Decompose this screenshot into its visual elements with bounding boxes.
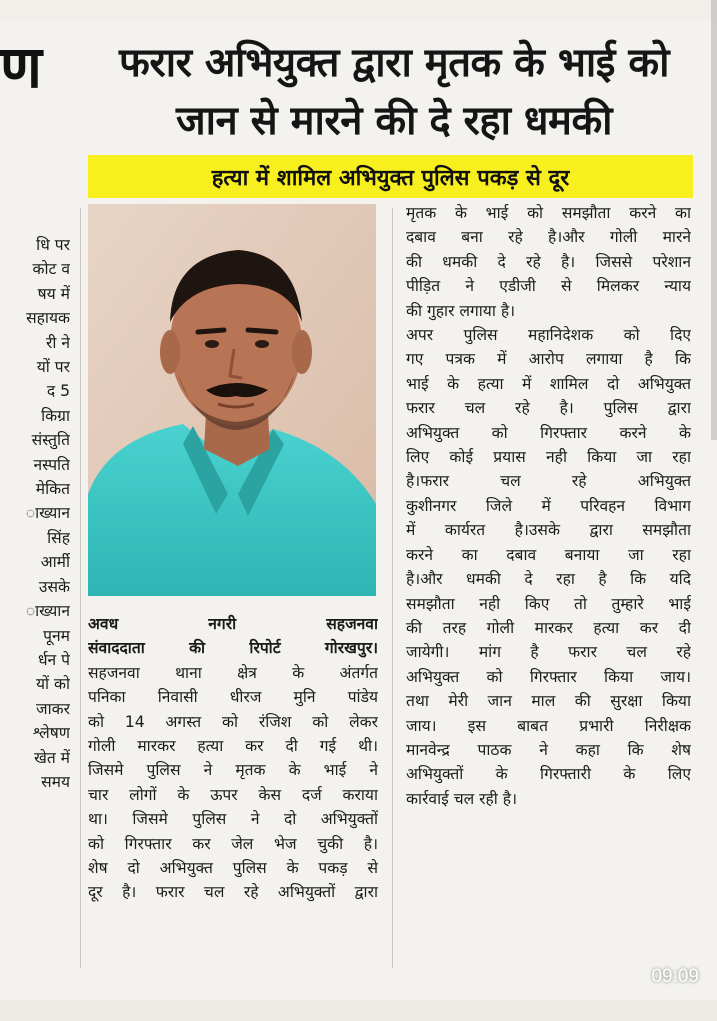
headline-line-1: फरार अभियुक्त द्वारा मृतक के भाई को [119, 40, 669, 86]
text-line: गए पत्रक में आरोप लगाया है कि [406, 350, 691, 369]
text-line: है।फरार चल रहे अभियुक्त [406, 472, 691, 491]
text-line: श्लेषण [32, 724, 70, 743]
text-line: मानवेन्द्र पाठक ने कहा कि शेष [406, 740, 691, 759]
text-line: किग्रा [41, 406, 70, 425]
text-line: शेष दो अभियुक्त पुलिस के पकड़ से [88, 859, 378, 878]
text-line: अभियुक्त को गिरफ्तार करने के [406, 423, 691, 442]
top-strip [0, 0, 717, 22]
headline [84, 34, 704, 150]
text-line: गोली मारकर हत्या कर दी गई थी। [88, 737, 378, 756]
text-line: आर्मी [40, 553, 70, 572]
text-line: सिंह [47, 528, 70, 547]
text-line: कार्रवाई चल रही है। [406, 789, 517, 808]
text-line: को गिरफ्तार कर जेल भेज चुकी है। [88, 834, 378, 853]
text-line: जायेगी। मांग है फरार चल रहे [406, 643, 691, 662]
text-line: पनिका निवासी धीरज मुनि पांडेय [88, 688, 378, 707]
status-time: 09:09 [651, 966, 699, 987]
adjacent-headline-fragment: ण [0, 33, 42, 101]
text-line: की तरह गोली मारकर हत्या कर दी [406, 618, 691, 637]
column-rule-right [392, 208, 393, 968]
next-article-cutoff [0, 1000, 717, 1021]
article-column-middle [88, 612, 378, 905]
article-photo [88, 204, 376, 596]
text-line: समझौता नही किए तो तुम्हारे भाई [406, 594, 691, 613]
headline-line-2: जान से मारने की दे रहा धमकी [175, 98, 613, 144]
text-line: पीड़ित ने एडीजी से मिलकर न्याय [406, 277, 691, 296]
text-line: खेत में [34, 748, 70, 767]
scroll-edge [711, 0, 717, 440]
text-line: र्धन पे [37, 650, 70, 669]
text-line: समय [41, 772, 70, 791]
text-line: अपर पुलिस महानिदेशक को दिए [406, 326, 691, 345]
text-line: था। जिसमे पुलिस ने दो अभियुक्तों [88, 810, 378, 829]
text-line: अभियुक्त को गिरफ्तार किया जाय। [406, 667, 691, 686]
subheadline: हत्या में शामिल अभियुक्त पुलिस पकड़ से दूर [88, 155, 693, 198]
text-line: दबाव बना रहे है।और गोली मारने [406, 228, 691, 247]
column-rule-left [80, 208, 81, 968]
text-line: की धमकी दे रहे है। जिससे परेशान [406, 252, 691, 271]
text-line: री ने [45, 333, 70, 352]
text-line: षय में [37, 284, 70, 303]
text-line: ाख्यान [25, 602, 70, 621]
text-line: लिए कोई प्रयास नही किया जा रहा [406, 448, 691, 467]
text-line: ाख्यान [25, 504, 70, 523]
byline-line-2: संवाददाता की रिपोर्ट गोरखपुर। [88, 639, 378, 658]
text-line: करने का दबाव बनाया जा रहा [406, 545, 691, 564]
text-line: जाय। इस बाबत प्रभारी निरीक्षक [406, 716, 691, 735]
text-line: पूनम [43, 626, 70, 645]
text-line: को 14 अगस्त को रंजिश को लेकर [88, 712, 378, 731]
adjacent-column-text [0, 233, 70, 794]
text-line: में कार्यरत है।उसके द्वारा समझौता [406, 521, 691, 540]
text-line: तथा मेरी जान माल की सुरक्षा किया [406, 692, 691, 711]
text-line: है।और धमकी दे रहा है कि यदि [406, 570, 691, 589]
text-line: भाई के हत्या में शामिल दो अभियुक्त [406, 374, 691, 393]
text-line: यों पर [36, 358, 70, 377]
text-line: 5 द [46, 382, 70, 401]
text-line: की गुहार लगाया है। [406, 301, 516, 320]
byline-line-1: अवध नगरी सहजनवा [88, 615, 378, 633]
text-line: सहजनवा थाना क्षेत्र के अंतर्गत [88, 663, 378, 682]
text-line: नस्पति [33, 455, 70, 474]
text-line: जाकर [36, 699, 70, 718]
text-line: मेकित [35, 480, 70, 499]
text-line: संस्तुति [31, 431, 70, 450]
text-line: कुशीनगर जिले में परिवहन विभाग [406, 496, 691, 515]
text-line: दूर है। फरार चल रहे अभियुक्तों द्वारा [88, 883, 378, 902]
text-line: जिसमे पुलिस ने मृतक के भाई ने [88, 761, 378, 780]
text-line: कोट व [32, 260, 70, 279]
text-line: चार लोगों के ऊपर केस दर्ज कराया [88, 785, 378, 804]
text-line: फरार चल रहे है। पुलिस द्वारा [406, 399, 691, 418]
text-line: मृतक के भाई को समझौता करने का [406, 204, 691, 222]
text-line: उसके [38, 577, 70, 596]
text-line: धि पर [36, 236, 70, 254]
article-column-right [406, 201, 691, 811]
text-line: अभियुक्तों के गिरफ्तारी के लिए [406, 765, 691, 784]
text-line: सहायक [26, 309, 70, 328]
text-line: यों को [35, 675, 70, 694]
